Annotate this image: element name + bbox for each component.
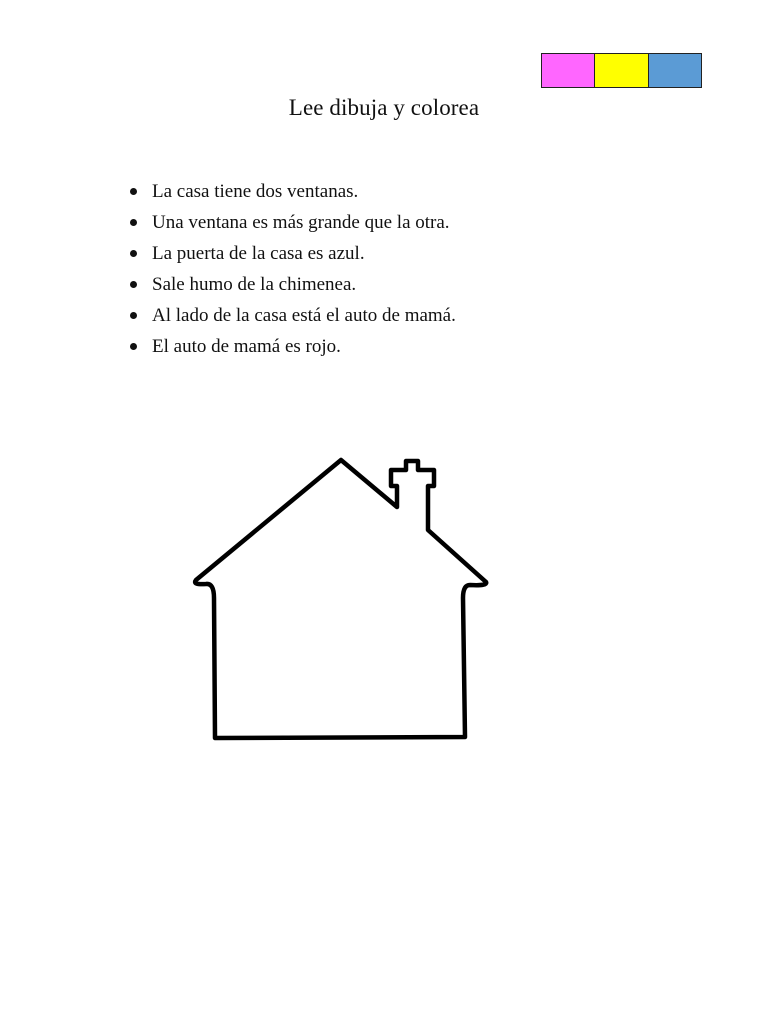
instruction-text: Sale humo de la chimenea. [152,274,357,295]
instruction-text: La puerta de la casa es azul. [152,243,365,264]
swatch-blue [648,54,701,87]
instruction-text: Una ventana es más grande que la otra. [152,212,450,233]
instruction-text: Al lado de la casa está el auto de mamá. [152,305,456,326]
bullet-icon [130,281,137,288]
house-outline-path [195,460,486,738]
swatch-yellow [594,54,647,87]
house-outline-icon [190,452,492,744]
list-item [128,238,456,269]
instruction-text: La casa tiene dos ventanas. [152,181,359,202]
list-item [128,207,456,238]
instruction-list [128,176,456,362]
bullet-icon [130,343,137,350]
page-title: Lee dibuja y colorea [288,95,480,120]
bullet-icon [130,250,137,257]
swatch-pink [542,54,594,87]
list-item [128,300,456,331]
list-item [128,176,456,207]
bullet-icon [130,312,137,319]
bullet-icon [130,188,137,195]
list-item [128,269,456,300]
instruction-text: El auto de mamá es rojo. [152,336,341,357]
bullet-icon [130,219,137,226]
list-item [128,331,456,362]
color-palette [541,53,702,88]
